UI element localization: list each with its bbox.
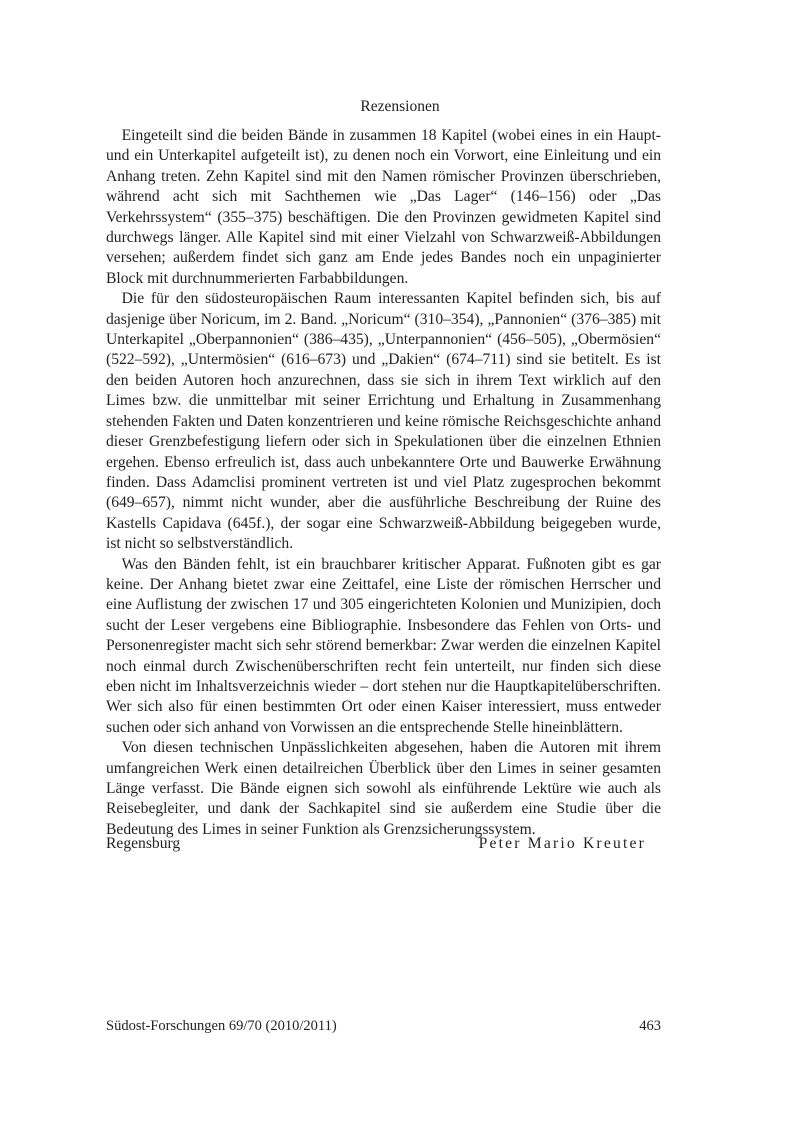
paragraph: Eingeteilt sind die beiden Bände in zusammen 18 Kapitel (wobei eines in ein Haupt- und ein Unterkapitel aufgeteilt ist), zu denen noch ein Vorwort, eine Einleitung und ein Anhang treten. Zehn Kapitel sind mit den Namen römischer Provinzen überschrieben, während acht sich mit Sachthemen wie „Das Lager“ (146–156) oder „Das Verkehrssystem“ (355–375) beschäftigen. Die den Provinzen gewidmeten Kapitel sind durchwegs länger. Alle Kapitel sind mit einer Vielzahl von Schwarzweiß-Abbildungen versehen; außerdem findet sich ganz am Ende jedes Bandes noch ein unpaginierter Block mit durchnummerierten Farbabbildungen. (106, 127, 661, 287)
journal-citation: Südost-Forschungen 69/70 (2010/2011) (106, 1018, 337, 1034)
paragraph: Die für den südosteuropäischen Raum interessanten Kapitel befinden sich, bis auf dasjenige über Noricum, im 2. Band. „Noricum“ (310–354), „Pannonien“ (376–385) mit Unterkapitel „Oberpannonien“ (386–435), „Unterpannonien“ (456–505), „Obermösien“ (522–592), „Untermösien“ (616–673) und „Dakien“ (674–711) sind sie betitelt. Es ist den beiden Autoren hoch anzurechnen, dass sie sich in ihrem Text wirklich auf den Limes bzw. die unmittelbar mit seiner Errichtung und Erhaltung in Zusammenhang stehenden Fakten und Daten konzentrieren und keine römische Reichsgeschichte anhand dieser Grenzbefestigung liefern oder sich in Spekulationen über die einzelnen Ethnien ergehen. Ebenso erfreulich ist, dass auch unbekanntere Orte und Bauwerke Erwähnung finden. Dass Adamclisi prominent vertreten ist und viel Platz zugesprochen bekommt (649–657), nimmt nicht wunder, aber die ausführliche Beschreibung der Ruine des Kastells Capidava (645f.), der sogar eine Schwarzweiß-Abbildung beigegeben wurde, ist nicht so selbstverständlich. (106, 290, 661, 553)
signature-author: Peter Mario Kreuter (478, 835, 646, 852)
paragraph: Was den Bänden fehlt, ist ein brauchbarer kritischer Apparat. Fußnoten gibt es gar keine. Der Anhang bietet zwar eine Zeittafel, eine Liste der römischen Herrscher und eine Auflistung der zwischen 17 und 305 eingerichteten Kolonien und Munizipien, doch sucht der Leser vergebens eine Bibliographie. Insbesondere das Fehlen von Orts- und Personenregister macht sich sehr störend bemerkbar: Zwar werden die einzelnen Kapitel noch einmal durch Zwischenüberschriften recht fein unterteilt, nur finden sich diese eben nicht im Inhaltsverzeichnis wieder – dort stehen nur die Hauptkapitelüberschriften. Wer sich also für einen bestimmten Ort oder einen Kaiser interessiert, muss entweder suchen oder sich anhand von Vorwissen an die entsprechende Stelle hineinblättern. (106, 555, 661, 736)
paragraph: Von diesen technischen Unpässlichkeiten abgesehen, haben die Autoren mit ihrem umfangreichen Werk einen detailreichen Überblick über den Limes in seiner gesamten Länge verfasst. Die Bände eignen sich sowohl als einführende Lektüre wie auch als Reisebegleiter, und dank der Sachkapitel sind sie außerdem eine Studie über die Bedeutung des Limes in seiner Funktion als Grenzsicherungssystem. (106, 739, 661, 838)
page-number: 463 (639, 1018, 661, 1034)
article-body (106, 126, 661, 840)
running-header: Rezensionen (360, 98, 440, 115)
signature-place: Regensburg (106, 835, 181, 852)
